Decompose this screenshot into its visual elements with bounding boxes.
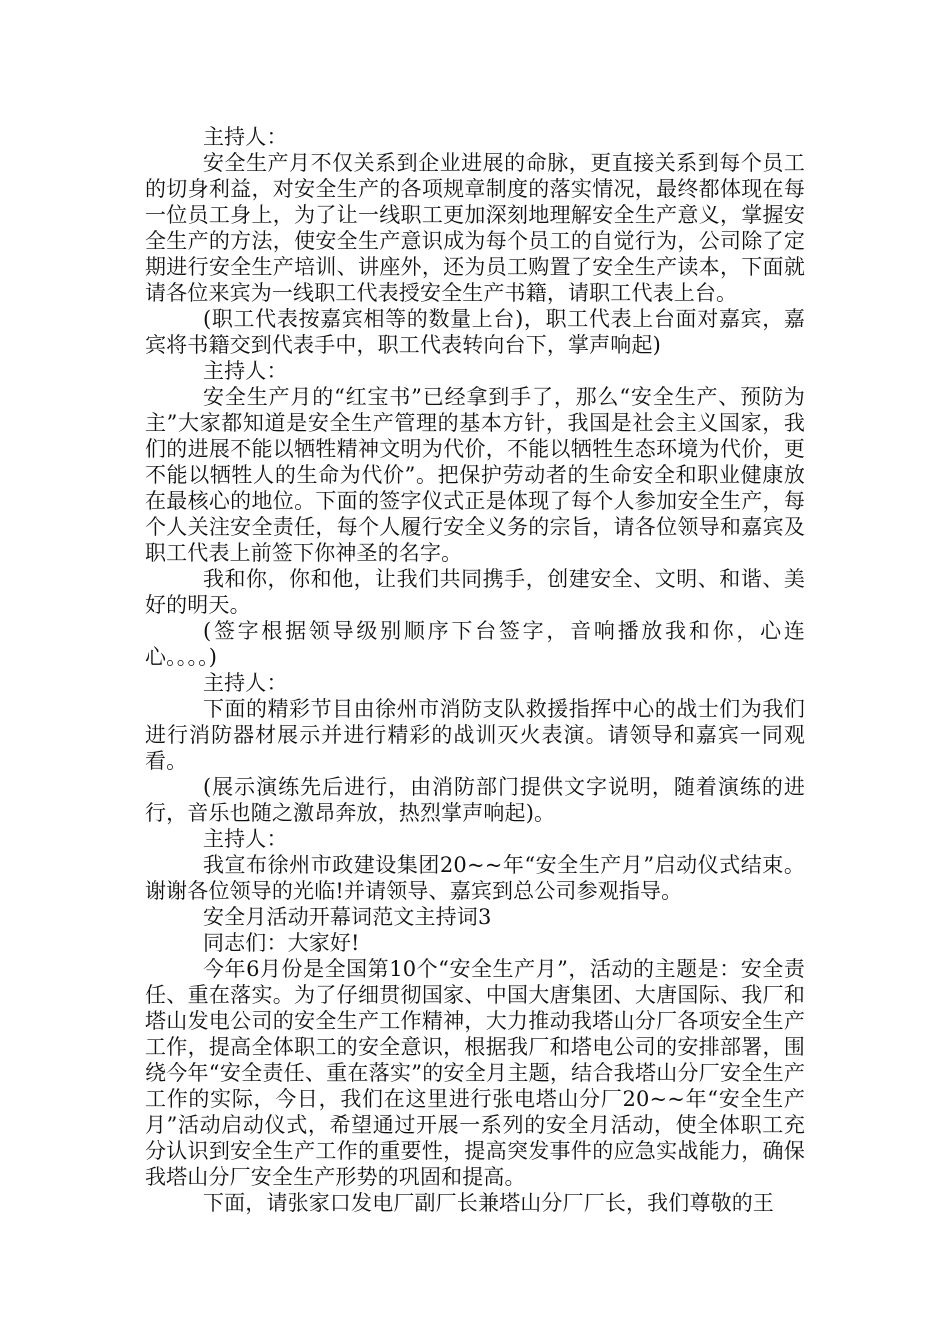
document-body [145, 124, 805, 1216]
section-heading: 安全月活动开幕词范文主持词3 [203, 905, 492, 929]
host-label: 主持人： [203, 827, 288, 851]
host-label: 主持人： [203, 125, 288, 149]
stage-direction-book-presentation: (职工代表按嘉宾相等的数量上台)，职工代表上台面对嘉宾，嘉宾将书籍交到代表手中，职工代表转向台下，掌声响起) [145, 307, 805, 357]
host-label: 主持人： [203, 671, 288, 695]
paragraph-invitation: 下面，请张家口发电厂副厂长兼塔山分厂厂长，我们尊敬的王 [203, 1191, 775, 1215]
paragraph-together: 我和你，你和他，让我们共同携手，创建安全、文明、和谐、美好的明天。 [145, 567, 805, 617]
stage-direction-signing: (签字根据领导级别顺序下台签字，音响播放我和你，心连心。。。。) [145, 619, 805, 669]
stage-direction-drill: (展示演练先后进行，由消防部门提供文字说明，随着演练的进行，音乐也随之激昂奔放，热烈掌声响起)。 [145, 775, 805, 825]
host-label: 主持人： [203, 359, 288, 383]
paragraph-signing-ceremony: 安全生产月的“红宝书”已经拿到手了，那么“安全生产、预防为主”大家都知道是安全生产管理的基本方针，我国是社会主义国家，我们的进展不能以牺牲精神文明为代价，不能以牺牲生态环境为代价，更不能以牺牲人的生命为代价”。把保护劳动者的生命安全和职业健康放在最核心的地位。下面的签字仪式正是体现了每个人参加安全生产，每个人关注安全责任，每个人履行安全义务的宗旨，请各位领导和嘉宾及职工代表上前签下你神圣的名字。 [145, 385, 805, 565]
paragraph-fire-drill: 下面的精彩节目由徐州市消防支队救援指挥中心的战士们为我们进行消防器材展示并进行精彩的战训灭火表演。请领导和嘉宾一同观看。 [145, 697, 805, 773]
paragraph-tashan-intro: 今年6月份是全国第10个“安全生产月”，活动的主题是：安全责任、重在落实。为了仔细贯彻国家、中国大唐集团、大唐国际、我厂和塔山发电公司的安全生产工作精神，大力推动我塔山分厂各项安全生产工作，提高全体职工的安全意识，根据我厂和塔电公司的安排部署，围绕今年“安全责任、重在落实”的安全月主题，结合我塔山分厂安全生产工作的实际，今日，我们在这里进行张电塔山分厂20~~年“安全生产月”活动启动仪式，希望通过开展一系列的安全月活动，使全体职工充分认识到安全生产工作的重要性，提高突发事件的应急实战能力，确保我塔山分厂安全生产形势的巩固和提高。 [145, 957, 805, 1189]
paragraph-safety-month-intro: 安全生产月不仅关系到企业进展的命脉，更直接关系到每个员工的切身利益，对安全生产的各项规章制度的落实情况，最终都体现在每一位员工身上，为了让一线职工更加深刻地理解安全生产意义，掌握安全生产的方法，使安全生产意识成为每个员工的自觉行为，公司除了定期进行安全生产培训、讲座外，还为员工购置了安全生产读本，下面就请各位来宾为一线职工代表授安全生产书籍，请职工代表上台。 [145, 151, 805, 305]
paragraph-closing: 我宣布徐州市政建设集团20~~年“安全生产月”启动仪式结束。谢谢各位领导的光临!并请领导、嘉宾到总公司参观指导。 [145, 853, 805, 903]
greeting: 同志们：大家好! [203, 931, 360, 955]
